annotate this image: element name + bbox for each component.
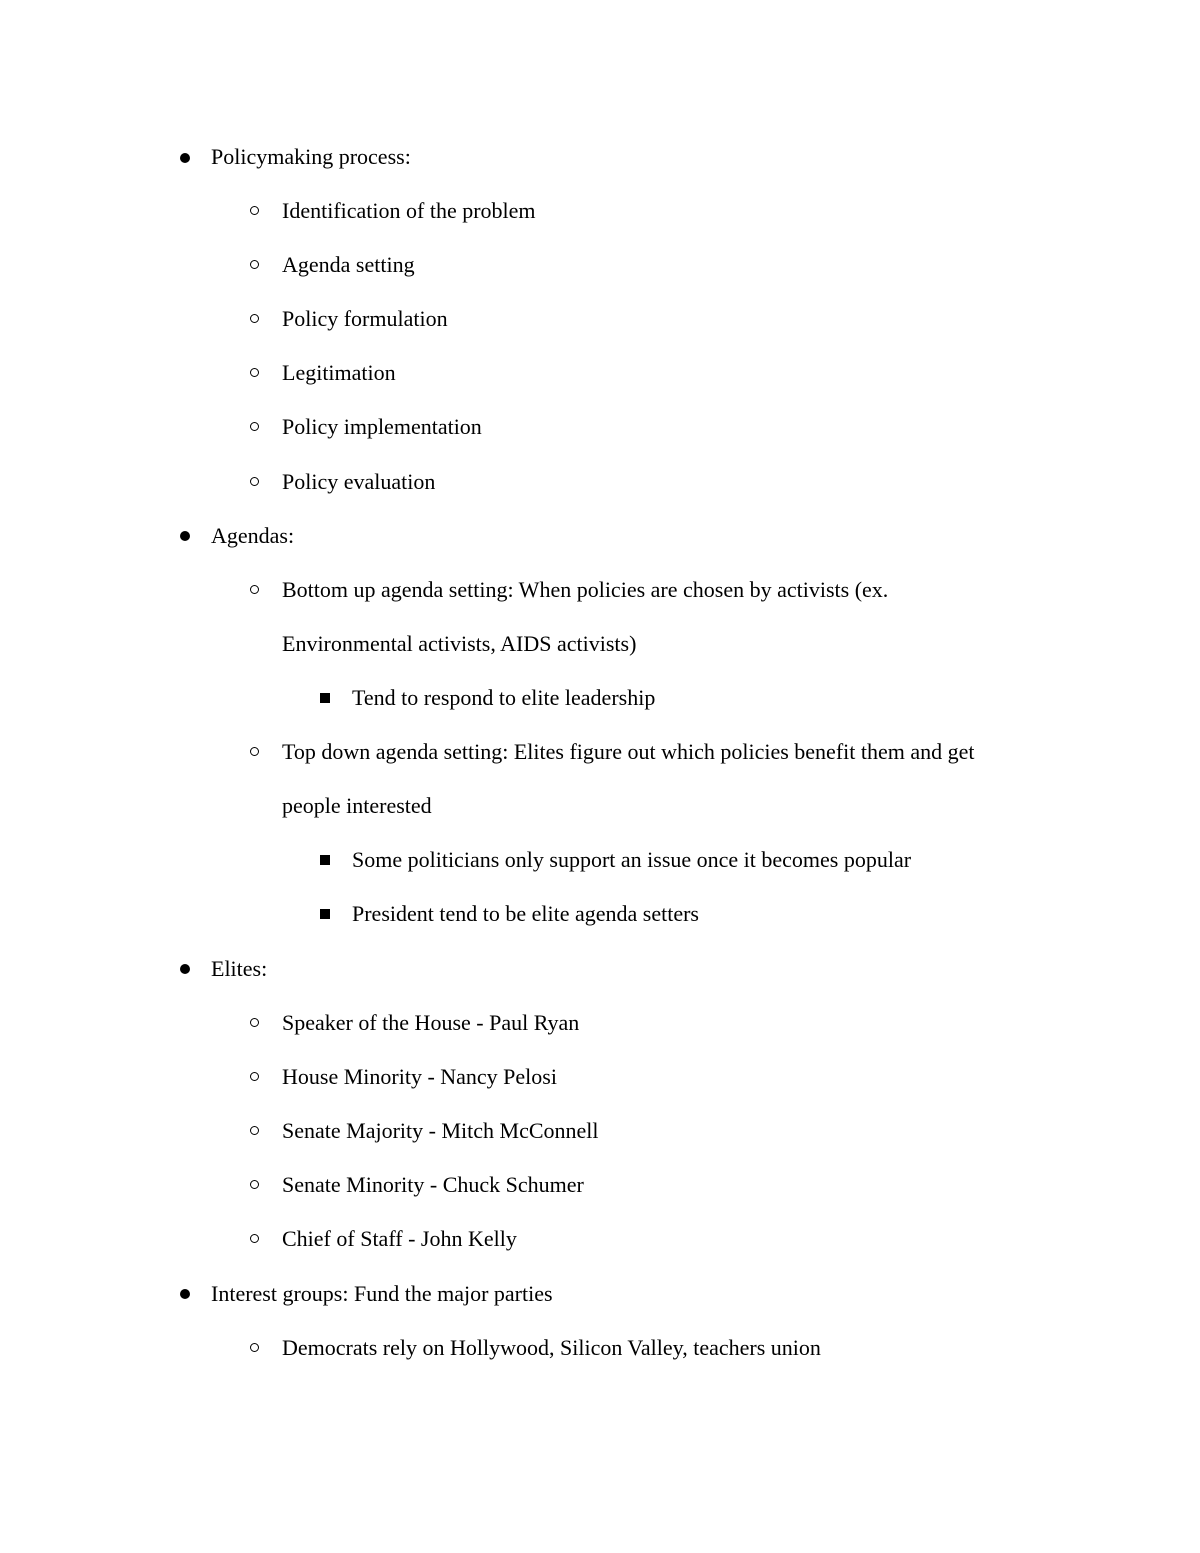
- list-item: Bottom up agenda setting: When policies are chosen by activists (ex.: [282, 577, 889, 602]
- list-item: Some politicians only support an issue once it becomes popular: [352, 847, 912, 872]
- list-item: President tend to be elite agenda setters: [352, 901, 699, 926]
- list-item: House Minority - Nancy Pelosi: [282, 1064, 557, 1089]
- bullet-square-icon: [320, 693, 330, 703]
- list-item: Senate Minority - Chuck Schumer: [282, 1172, 584, 1197]
- bullet-circle-icon: [250, 314, 259, 323]
- list-item: Legitimation: [282, 360, 396, 385]
- bullet-circle-icon: [250, 747, 259, 756]
- list-item: Senate Majority - Mitch McConnell: [282, 1118, 599, 1143]
- list-item-continuation: Environmental activists, AIDS activists): [282, 631, 637, 656]
- bullet-circle-icon: [250, 1343, 259, 1352]
- bullet-circle-icon: [250, 1072, 259, 1081]
- bullet-circle-icon: [250, 1126, 259, 1135]
- bullet-circle-icon: [250, 368, 259, 377]
- list-item: Policy evaluation: [282, 469, 436, 494]
- list-item: Democrats rely on Hollywood, Silicon Valley, teachers union: [282, 1335, 821, 1360]
- list-item: Top down agenda setting: Elites figure out which policies benefit them and get: [282, 739, 975, 764]
- list-item: Identification of the problem: [282, 198, 536, 223]
- bullet-square-icon: [320, 855, 330, 865]
- list-item: Chief of Staff - John Kelly: [282, 1226, 517, 1251]
- list-item: Speaker of the House - Paul Ryan: [282, 1010, 580, 1035]
- bullet-circle-icon: [250, 422, 259, 431]
- bullet-circle-icon: [250, 585, 259, 594]
- list-item: Tend to respond to elite leadership: [352, 685, 656, 710]
- list-item: Agenda setting: [282, 252, 415, 277]
- list-item: Policy formulation: [282, 306, 448, 331]
- heading-elites: Elites:: [211, 956, 268, 981]
- heading-agendas: Agendas:: [211, 523, 295, 548]
- bullet-disc-icon: [180, 964, 190, 974]
- bullet-circle-icon: [250, 1018, 259, 1027]
- bullet-circle-icon: [250, 1234, 259, 1243]
- heading-interest-groups: Interest groups: Fund the major parties: [211, 1281, 553, 1306]
- bullet-disc-icon: [180, 531, 190, 541]
- bullet-disc-icon: [180, 1289, 190, 1299]
- bullet-circle-icon: [250, 260, 259, 269]
- bullet-disc-icon: [180, 153, 190, 163]
- list-item: Policy implementation: [282, 414, 482, 439]
- list-item-continuation: people interested: [282, 793, 432, 818]
- bullet-circle-icon: [250, 206, 259, 215]
- bullet-circle-icon: [250, 477, 259, 486]
- heading-policymaking: Policymaking process:: [211, 144, 411, 169]
- bullet-square-icon: [320, 909, 330, 919]
- bullet-circle-icon: [250, 1180, 259, 1189]
